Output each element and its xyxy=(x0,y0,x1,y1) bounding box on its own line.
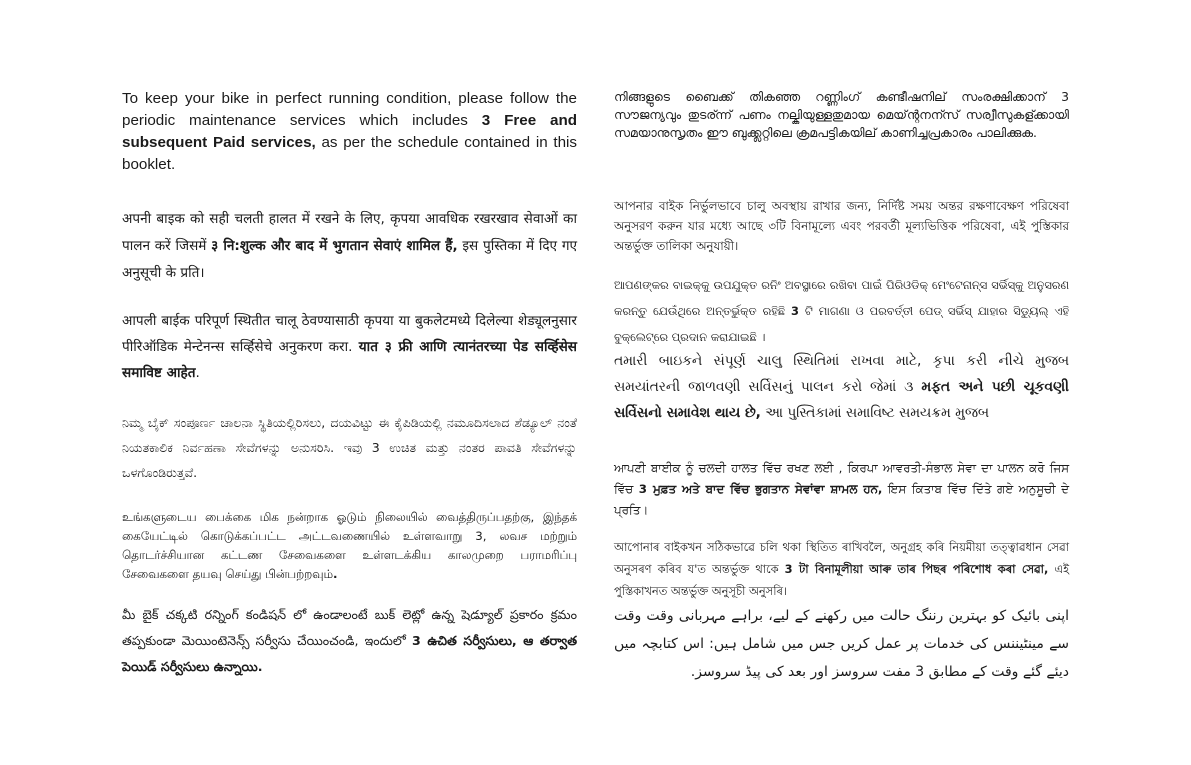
marathi-text: आपली बाईक परिपूर्ण स्थितीत चालू ठेवण्यासाठी कृपया या बुकलेटमध्ये दिलेल्या शेड्यूलनुसार पीरिऑडिक मेन्टेनन्स सर्व्हिसेचे अनुकरण करा. xyxy=(122,313,577,355)
gujarati-text: તમારી બાઇકને સંપૂર્ણ ચાલુ સ્થિતિમાં રાખવા માટે, કૃપા કરી નીચે મુજબ સમયાંતરની જાળવણી સર્વિસનું પાલન કરો જેમાં ૩ xyxy=(614,353,1069,395)
bengali-paragraph xyxy=(614,196,1069,256)
hindi-text: अपनी बाइक को सही चलती हालत में रखने के लिए, कृपया आवधिक रखरखाव सेवाओं का पालन करें जिसमें xyxy=(122,211,577,254)
punjabi-paragraph xyxy=(614,458,1069,521)
bengali-text: আপনার বাইক নির্ভুলভাবে চালু অবস্থায় রাখার জন্য, নির্দিষ্ট সময় অন্তর রক্ষণাবেক্ষণ পরিষেবা অনুসরণ করুন যার মধ্যে আছে ৩টি বিনামূল্যে এবং পরবর্তী মূল্যভিত্তিক পরিষেবা, এই পুস্তিকার অন্তর্ভুক্ত তালিকা অনুযায়ী। xyxy=(614,199,1069,253)
assamese-paragraph xyxy=(614,536,1069,602)
assamese-text: আপোনাৰ বাইকখন সঠিকভাৱে চলি থকা স্থিতিত ৰাখিবলৈ, অনুগ্ৰহ কৰি নিয়মীয়া তত্ত্বাৱধান সেৱা অনুসৰণ কৰিব য'ত অন্তৰ্ভুক্ত থাকে xyxy=(614,540,1069,576)
assamese-bold-text: 3 টা বিনামূলীয়া আৰু তাৰ পিছৰ পৰিশোধ কৰা সেৱা, xyxy=(784,562,1049,576)
hindi-paragraph xyxy=(122,206,577,287)
punjabi-text: ਆਪਣੀ ਬਾਈਕ ਨੂੰ ਚਲਦੀ ਹਾਲਤ ਵਿੱਚ ਰਖਣ ਲਈ , ਕਿਰਪਾ ਆਵਰਤੀ-ਸੰਭਾਲ ਸੇਵਾ ਦਾ ਪਾਲਨ ਕਰੋ ਜਿਸ ਵਿੱਚ xyxy=(614,461,1069,496)
malayalam-text: നിങ്ങളുടെ ബൈക്ക് തികഞ്ഞ റണ്ണിംഗ് കണ്ടീഷനില് സംരക്ഷിക്കാന് 3 സൗജന്യവും തുടര്ന്ന് പണം നല്കിയുള്ളതുമായ മെയ്ന്റനന്സ് സര്വീസുകള്ക്കായി സമയാനുസൃതം ഈ ബുക്ക്ലറ്റിലെ ക്രമപട്ടികയില് കാണിച്ചപ്രകാരം പാലിക്കുക. xyxy=(614,89,1069,140)
marathi-text-end: . xyxy=(195,365,200,381)
hindi-bold-text: ३ नि:शुल्क और बाद में भुगतान सेवाएं शामिल हैं, xyxy=(211,238,458,254)
telugu-bold-text: 3 ఉచిత సర్వీసులు, ఆ తర్వాత పెయిడ్ సర్వీసులు ఉన్నాయి. xyxy=(122,633,577,674)
english-text: To keep your bike in perfect running condition, please follow the periodic maintenance services which includes xyxy=(122,90,577,129)
kannada-text: ನಿಮ್ಮ ಬೈಕ್ ಸಂಪೂರ್ಣ ಚಾಲನಾ ಸ್ಥಿತಿಯಲ್ಲಿರಿಸಲು, ದಯವಿಟ್ಟು ಈ ಕೈಪಿಡಿಯಲ್ಲಿ ನಮೂದಿಸಲಾದ ಶೆಡ್ಯೂಲ್ ನಂತೆ ನಿಯತಕಾಲಿಕ ನಿರ್ವಹಣಾ ಸೇವೆಗಳನ್ನು ಅನುಸರಿಸಿ. ಇವು 3 ಉಚಿತ ಮತ್ತು ನಂತರ ಪಾವತಿ ಸೇವೆಗಳನ್ನು ಒಳಗೊಂಡಿರುತ್ತವೆ. xyxy=(122,415,577,480)
urdu-paragraph xyxy=(614,602,1069,686)
odia-paragraph xyxy=(614,272,1069,350)
punjabi-bold-text: 3 ਮੁਫ਼ਤ ਅਤੇ ਬਾਦ ਵਿੱਚ ਭੁਗਤਾਨ ਸੇਵਾਂਵਾ ਸ਼ਾਮਲ ਹਨ, xyxy=(638,482,883,496)
odia-text: ଆପଣଙ୍କର ବାଇକ୍‌କୁ ଉପଯୁକ୍ତ ରନିଂ ଅବସ୍ଥାରେ ରଖିବା ପାଇଁ ପିରିଓଡିକ୍ ମେଂଟେନାନ୍‌ସ ସର୍ଭିସ୍‌କୁ ଅନୁସରଣ କରନ୍ତୁ ଯେଉଁଥିରେ ଅନ୍ତର୍ଭୁକ୍ତ ରହିଛି xyxy=(614,278,1069,318)
tamil-bold-period: . xyxy=(332,567,338,581)
urdu-text: اپنی بائیک کو بہترین رننگ حالت میں رکھنے کے لیے، براہے مہربانی وقت وقت سے مینٹیننس کی خدمات پر عمل کریں جس میں شامل ہیں: اس کتابچہ میں دیئے گئے وقت کے مطابق 3 مفت سروسز اور بعد کی پیڈ سروسز. xyxy=(614,608,1069,680)
assamese-text-end: এই পুস্তিকাখনত অন্তৰ্ভুক্ত অনুসূচী অনুসৰি। xyxy=(614,562,1069,598)
english-text-end: as per the schedule contained in this booklet. xyxy=(122,134,577,173)
odia-bold-number: 3 xyxy=(791,304,799,318)
malayalam-paragraph xyxy=(614,88,1069,142)
english-bold-text: 3 Free and subsequent Paid services, xyxy=(122,112,578,151)
telugu-paragraph xyxy=(122,602,577,680)
english-paragraph xyxy=(122,88,577,176)
tamil-text: உங்களுடைய பைக்கை மிக நன்றாக ஓடும் நிலையில் வைத்திருப்பதற்கு, இந்தக் கையேட்டில் கொடுக்கப்பட்ட அட்டவணையில் உள்ளவாறு 3, லவச மற்றும் தொடர்ச்சியான கட்டண சேவைகளை உள்ளடக்கிய காலமுறை பராமரிப்பு சேவைகளை தயவு செய்து பின்பற்றவும் xyxy=(122,510,577,581)
odia-text-end: ଟି ମାଗଣା ଓ ପରବର୍ତ୍ତୀ ପେଡ୍ ସର୍ଭିସ୍ ଯାହାର ସିଡ୍ୟୁଲ୍ ଏହି ବୁକ୍‌ଲେଟ୍‌ରେ ପ୍ରଦାନ କରାଯାଇଛି । xyxy=(614,304,1069,344)
gujarati-text-end: આ પુસ્તિકામાં સમાવિષ્ટ સમયક્રમ મુજબ xyxy=(760,405,989,421)
marathi-paragraph xyxy=(122,308,577,386)
telugu-text: మీ బైక్ చక్కటి రన్నింగ్ కండిషన్ లో ఉండాలంటే బుక్ లెట్లో ఉన్న షెడ్యూల్ ప్రకారం క్రమం తప్పకుండా మెయింటెనెన్స్ సర్వీసు చేయించండి, ఇందులో xyxy=(122,607,577,648)
kannada-paragraph xyxy=(122,410,577,485)
gujarati-bold-text: મફત અને પછી ચૂકવણી સર્વિસનો સમાવેશ થાય છે, xyxy=(614,379,1069,421)
gujarati-paragraph xyxy=(614,348,1069,426)
hindi-text-end: इस पुस्तिका में दिए गए अनुसूची के प्रति। xyxy=(122,238,577,281)
punjabi-text-end: ਇਸ ਕਿਤਾਬ ਵਿੱਚ ਦਿੱਤੇ ਗਏ ਅਨੁਸੂਚੀ ਦੇ ਪ੍ਰਤਿ। xyxy=(614,482,1069,517)
marathi-bold-text: यात ३ फ्री आणि त्यानंतरच्या पेड सर्व्हिसेस समाविष्ट आहेत xyxy=(122,339,577,381)
tamil-paragraph xyxy=(122,508,577,584)
